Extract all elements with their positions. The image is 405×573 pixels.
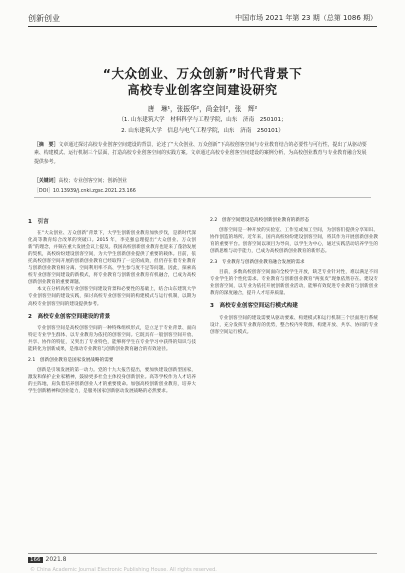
section-heading: 1 引言: [28, 219, 49, 225]
paragraph: 创客空间是一种开放的实验室、工作室或加工空间，为创客们提供分享知识、协作创造的场所。近年来，国内高校纷纷建设创客空间，将其作为开展创新创业教育的重要平台。创客空间以项目为导向，以学生为中心，通过实践活动培养学生的创新思维与动手能力，已成为高校创新创业教育的新形态。: [210, 228, 378, 255]
subsection-heading: 2.3 专业教育与创新创业教育融合发展的需求: [210, 260, 305, 266]
affiliation-2: 2. 山东建筑大学 信息与电气工程学院，山东 济南 250101）: [121, 128, 284, 134]
abstract-text: 文章通过探讨高校专业创客空间建设的背景，论述了“大众创业、万众创新”下高校创客空间与专业教育结合的必要性与可行性，提出了从驱动要素、构建模式、运行机制三个层面，打造高校专业创客空间的实践方案。文章通过高校专业创客空间建设的案例分析，为高校创业教育与专业教育融合发展提供参考。: [34, 142, 367, 165]
paragraph: 在“大众创业、万众创新”背景下，大学生创新创业教育加快步伐，是新时代深化高等教育综合改革的突破口。2015 年，李克强总理提出“大众创业、万众创新”的理念，并频在重大发展会议上提及。我国高校创新创业教育也迎来了蓬勃发展的契机，高校纷纷建设创客空间，为大学生创新创业提供了重要的载体。目前，依托高校创客空间开展的创新创业教育已经取得了一定的成效，但仍存在着专业教育与创新创业教育相分离、空间利用率不高、学生参与度不足等问题。因此，探索高校专业创客空间建设的新模式，将专业教育与创新创业教育有机融合，已成为高校创新创业教育的重要课题。: [28, 231, 196, 286]
journal-column-name: 创新创业: [28, 14, 60, 23]
section-heading: 2 高校专业创客空间建设的背景: [28, 313, 111, 320]
page-number: 166: [30, 557, 41, 563]
issue-info: 中国市场 2021 年第 23 期（总第 1086 期）: [235, 14, 377, 22]
body-column-right: [210, 213, 378, 336]
paragraph: 本文在分析高校专业创客空间建设背景和必要性的基础上，结合山东建筑大学专业创客空间的建设实践，探讨高校专业创客空间的构建模式与运行机制，以期为高校专业创客空间的建设提供参考。: [28, 287, 196, 307]
section-heading: 3 高校专业创客空间运行模式构建: [210, 303, 298, 310]
abstract-divider: [34, 197, 371, 198]
article-title-line2: 高校专业创客空间建设研究: [127, 83, 278, 97]
abstract: [34, 141, 371, 166]
abstract-label: ［摘 要］: [34, 142, 59, 148]
keywords-text: 高校；专业创客空间；创新创业: [58, 178, 127, 184]
body-column-left: [28, 213, 196, 395]
paragraph: 专业创客空间是高校创客空间的一种特殊组织形式，是立足于专业背景、面向特定专业学生群体、以专业教育为依托的创客空间。它既具有一般创客空间开放、共享、协作的特征，又突出了专业特色，能够将学生在专业学习中获得的知识与技能转化为创新成果，是推动专业教育与创新创业教育融合的有效途径。: [28, 325, 196, 352]
paragraph: 专业创客空间的建设需要从驱动要素、构建模式和运行机制三个层面进行系统设计，充分发挥专业教育的优势，整合校内外资源，构建开放、共享、协同的专业创客空间运行模式。: [210, 315, 378, 335]
keywords: [34, 177, 371, 184]
footer-issue: 2021.8: [45, 556, 67, 563]
affiliation-1: （1. 山东建筑大学 材料科学与工程学院，山东 济南 250101；: [118, 117, 287, 123]
keywords-label: ［关键词］: [34, 178, 59, 184]
article-identifiers: ［DOI］10.13939/j.cnki.zgsc.2021.23.166: [34, 188, 136, 194]
footer-divider: [28, 553, 377, 554]
subsection-heading: 2.2 创客空间建设是高校创新创业教育的新形态: [210, 218, 310, 223]
page-footer: [28, 556, 67, 563]
article-title-line1: “大众创业、万众创新”时代背景下: [102, 66, 303, 81]
paragraph: 创新是引领发展的第一动力。党的十九大报告提出，要加快建设创新型国家，激发和保护企业家精神，鼓励更多社会主体投身创新创业。高等学校作为人才培养的主阵地，肩负着培养创新创业人才的重要使命。加强高校创新创业教育，培养大学生创新精神和创业能力，是服务国家创新驱动发展战略的必然要求。: [28, 367, 196, 394]
author-list: 唐 琳¹，张振华²，尚金钊²，张 辉²: [147, 105, 258, 113]
header-divider: [28, 26, 377, 27]
subsection-heading: 2.1 创新创业教育是国家发展战略的需要: [28, 357, 114, 363]
paragraph: 目前，多数高校创客空间面向全校学生开放，缺乏专业针对性，难以满足不同专业学生的个性化需求。专业教育与创新创业教育“两张皮”现象依然存在。建设专业创客空间，以专业为依托开展创新创业活动，能够有效促进专业教育与创新创业教育的深度融合，提升人才培养质量。: [210, 270, 378, 297]
copyright-watermark: © China Academic Journal Electronic Publishing House. All rights reserved.: [30, 567, 217, 573]
